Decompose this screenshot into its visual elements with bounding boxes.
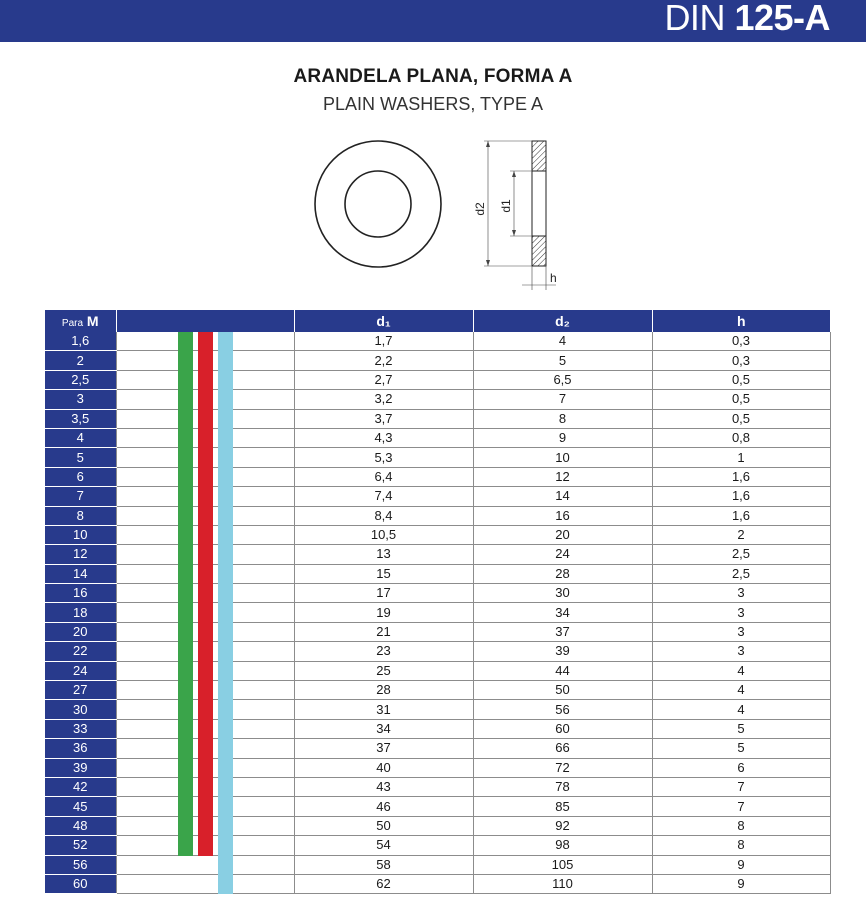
label-d1: d1 <box>499 199 513 213</box>
material-bar-red <box>198 662 213 681</box>
material-bar-blue <box>218 507 233 526</box>
material-bar-red <box>198 603 213 622</box>
cell-m: 14 <box>45 564 116 583</box>
cell-h: 4 <box>652 681 830 700</box>
table-row <box>45 351 830 370</box>
material-bar-blue <box>218 778 233 797</box>
cell-d2: 78 <box>473 777 652 796</box>
material-bar-red <box>198 642 213 661</box>
material-bar-green <box>178 739 193 758</box>
table-row <box>45 739 830 758</box>
material-bar-green <box>178 429 193 448</box>
cell-d2: 50 <box>473 681 652 700</box>
cell-d2: 16 <box>473 506 652 525</box>
material-bar-blue <box>218 836 233 855</box>
material-bar-green <box>178 700 193 719</box>
cell-d1: 25 <box>294 661 473 680</box>
table-row <box>45 836 830 855</box>
cell-d2: 28 <box>473 564 652 583</box>
material-bar-green <box>178 759 193 778</box>
cell-d1: 10,5 <box>294 525 473 544</box>
cell-d2: 7 <box>473 390 652 409</box>
cell-d2: 60 <box>473 719 652 738</box>
material-bar-green <box>178 468 193 487</box>
section-bottom <box>532 236 546 266</box>
material-bar-blue <box>218 759 233 778</box>
material-bar-blue <box>218 390 233 409</box>
table-row <box>45 409 830 428</box>
cell-d2: 72 <box>473 758 652 777</box>
cell-h: 3 <box>652 584 830 603</box>
material-bar-red <box>198 507 213 526</box>
cell-materials <box>116 681 294 700</box>
cell-m: 12 <box>45 545 116 564</box>
cell-d1: 15 <box>294 564 473 583</box>
table-row <box>45 584 830 603</box>
cell-h: 8 <box>652 816 830 835</box>
cell-h: 7 <box>652 777 830 796</box>
table-row <box>45 332 830 351</box>
material-bar-green <box>178 565 193 584</box>
cell-m: 1,6 <box>45 332 116 351</box>
cell-m: 3,5 <box>45 409 116 428</box>
cell-h: 2 <box>652 525 830 544</box>
cell-d2: 37 <box>473 622 652 641</box>
cell-m: 42 <box>45 777 116 796</box>
table-row <box>45 622 830 641</box>
material-bar-blue <box>218 351 233 370</box>
cell-materials <box>116 661 294 680</box>
material-bar-blue <box>218 797 233 816</box>
cell-materials <box>116 719 294 738</box>
label-d2: d2 <box>473 202 487 216</box>
cell-m: 18 <box>45 603 116 622</box>
material-bar-green <box>178 390 193 409</box>
cell-d1: 62 <box>294 874 473 893</box>
header-band <box>0 0 866 42</box>
material-bar-green <box>178 410 193 429</box>
cell-materials <box>116 370 294 389</box>
cell-d2: 44 <box>473 661 652 680</box>
material-bar-red <box>198 836 213 855</box>
cell-d2: 98 <box>473 836 652 855</box>
cell-d1: 7,4 <box>294 487 473 506</box>
header-d1: d₁ <box>294 310 473 332</box>
cell-m: 48 <box>45 816 116 835</box>
cell-d2: 85 <box>473 797 652 816</box>
cell-h: 4 <box>652 661 830 680</box>
material-bar-green <box>178 681 193 700</box>
cell-materials <box>116 525 294 544</box>
cell-h: 7 <box>652 797 830 816</box>
cell-d2: 20 <box>473 525 652 544</box>
material-bar-red <box>198 623 213 642</box>
cell-materials <box>116 874 294 893</box>
cell-materials <box>116 584 294 603</box>
material-bar-green <box>178 836 193 855</box>
material-bar-blue <box>218 468 233 487</box>
cell-d2: 12 <box>473 467 652 486</box>
material-bar-green <box>178 545 193 564</box>
table-row <box>45 506 830 525</box>
material-bar-green <box>178 526 193 545</box>
material-bar-blue <box>218 681 233 700</box>
cell-d1: 23 <box>294 642 473 661</box>
table-row <box>45 681 830 700</box>
header-m <box>45 310 116 332</box>
cell-m: 39 <box>45 758 116 777</box>
cell-materials <box>116 642 294 661</box>
material-bar-blue <box>218 817 233 836</box>
table-row <box>45 816 830 835</box>
cell-d1: 3,2 <box>294 390 473 409</box>
material-bar-red <box>198 487 213 506</box>
material-bar-blue <box>218 623 233 642</box>
material-bar-blue <box>218 720 233 739</box>
cell-d2: 5 <box>473 351 652 370</box>
cell-materials <box>116 448 294 467</box>
cell-m: 20 <box>45 622 116 641</box>
cell-d2: 39 <box>473 642 652 661</box>
cell-materials <box>116 487 294 506</box>
spec-table <box>45 310 831 894</box>
cell-materials <box>116 409 294 428</box>
cell-h: 0,3 <box>652 332 830 351</box>
cell-materials <box>116 700 294 719</box>
material-bar-green <box>178 351 193 370</box>
material-bar-blue <box>218 642 233 661</box>
cell-h: 0,3 <box>652 351 830 370</box>
material-bar-red <box>198 817 213 836</box>
cell-materials <box>116 564 294 583</box>
material-bar-red <box>198 797 213 816</box>
cell-d2: 66 <box>473 739 652 758</box>
cell-m: 10 <box>45 525 116 544</box>
material-bar-green <box>178 623 193 642</box>
cell-m: 7 <box>45 487 116 506</box>
cell-d1: 8,4 <box>294 506 473 525</box>
material-bar-green <box>178 797 193 816</box>
section-top <box>532 141 546 171</box>
table-row <box>45 545 830 564</box>
table-row <box>45 370 830 389</box>
standard-code <box>664 0 830 36</box>
cell-materials <box>116 506 294 525</box>
cell-materials <box>116 467 294 486</box>
material-bar-green <box>178 778 193 797</box>
cell-d1: 2,7 <box>294 370 473 389</box>
cell-d2: 9 <box>473 428 652 447</box>
material-bar-red <box>198 759 213 778</box>
cell-d1: 19 <box>294 603 473 622</box>
cell-d2: 92 <box>473 816 652 835</box>
material-bar-blue <box>218 603 233 622</box>
table-row <box>45 874 830 893</box>
table-row <box>45 719 830 738</box>
cell-d1: 1,7 <box>294 332 473 351</box>
material-bar-blue <box>218 584 233 603</box>
cell-h: 0,8 <box>652 428 830 447</box>
cell-h: 1 <box>652 448 830 467</box>
cell-m: 45 <box>45 797 116 816</box>
cell-m: 8 <box>45 506 116 525</box>
cell-h: 4 <box>652 700 830 719</box>
table-row <box>45 603 830 622</box>
material-bar-green <box>178 603 193 622</box>
cell-d1: 58 <box>294 855 473 874</box>
cell-d1: 46 <box>294 797 473 816</box>
cell-h: 2,5 <box>652 545 830 564</box>
material-bar-blue <box>218 526 233 545</box>
cell-d2: 105 <box>473 855 652 874</box>
table-row <box>45 758 830 777</box>
cell-d1: 4,3 <box>294 428 473 447</box>
cell-d1: 34 <box>294 719 473 738</box>
cell-d1: 50 <box>294 816 473 835</box>
header-d2: d₂ <box>473 310 652 332</box>
material-bar-blue <box>218 565 233 584</box>
cell-materials <box>116 836 294 855</box>
table-row <box>45 797 830 816</box>
cell-h: 3 <box>652 642 830 661</box>
cell-m: 56 <box>45 855 116 874</box>
table-body <box>45 332 830 894</box>
cell-d1: 31 <box>294 700 473 719</box>
cell-d1: 40 <box>294 758 473 777</box>
material-bar-blue <box>218 662 233 681</box>
cell-m: 2 <box>45 351 116 370</box>
material-bar-blue <box>218 545 233 564</box>
table-row <box>45 467 830 486</box>
table-row <box>45 448 830 467</box>
cell-d1: 3,7 <box>294 409 473 428</box>
material-bar-green <box>178 507 193 526</box>
cell-d1: 2,2 <box>294 351 473 370</box>
material-bar-green <box>178 448 193 467</box>
cell-materials <box>116 351 294 370</box>
cell-materials <box>116 545 294 564</box>
material-bar-red <box>198 526 213 545</box>
cell-m: 5 <box>45 448 116 467</box>
cell-h: 1,6 <box>652 487 830 506</box>
label-h: h <box>550 271 557 285</box>
cell-m: 4 <box>45 428 116 447</box>
cell-d1: 43 <box>294 777 473 796</box>
washer-drawing-icon <box>300 130 580 295</box>
cell-h: 8 <box>652 836 830 855</box>
cell-h: 3 <box>652 603 830 622</box>
material-bar-red <box>198 332 213 351</box>
cell-h: 9 <box>652 855 830 874</box>
material-bar-green <box>178 332 193 351</box>
cell-d2: 110 <box>473 874 652 893</box>
header-m-prefix: Para <box>61 318 84 329</box>
table-row <box>45 700 830 719</box>
cell-materials <box>116 622 294 641</box>
cell-h: 0,5 <box>652 370 830 389</box>
header-materials <box>116 310 294 332</box>
cell-d2: 8 <box>473 409 652 428</box>
cell-d2: 30 <box>473 584 652 603</box>
cell-d1: 5,3 <box>294 448 473 467</box>
cell-d2: 34 <box>473 603 652 622</box>
cell-m: 16 <box>45 584 116 603</box>
cell-h: 9 <box>652 874 830 893</box>
cell-m: 2,5 <box>45 370 116 389</box>
cell-d1: 54 <box>294 836 473 855</box>
washer-inner-circle <box>345 171 411 237</box>
cell-h: 0,5 <box>652 390 830 409</box>
cell-d1: 17 <box>294 584 473 603</box>
material-bar-blue <box>218 332 233 351</box>
title-spanish: ARANDELA PLANA, FORMA A <box>293 66 573 87</box>
table-header-row <box>45 310 830 332</box>
material-bar-blue <box>218 856 233 875</box>
cell-d1: 21 <box>294 622 473 641</box>
standard-number: 125-A <box>734 0 830 38</box>
header-h: h <box>652 310 830 332</box>
material-bar-blue <box>218 410 233 429</box>
material-bar-green <box>178 817 193 836</box>
material-bar-green <box>178 642 193 661</box>
material-bar-blue <box>218 429 233 448</box>
table-row <box>45 525 830 544</box>
cell-materials <box>116 332 294 351</box>
cell-m: 36 <box>45 739 116 758</box>
cell-d1: 13 <box>294 545 473 564</box>
cell-d1: 37 <box>294 739 473 758</box>
table-row <box>45 777 830 796</box>
material-bar-blue <box>218 448 233 467</box>
cell-materials <box>116 816 294 835</box>
cell-materials <box>116 777 294 796</box>
material-bar-green <box>178 720 193 739</box>
cell-m: 33 <box>45 719 116 738</box>
cell-h: 6 <box>652 758 830 777</box>
cell-d2: 56 <box>473 700 652 719</box>
table-row <box>45 487 830 506</box>
material-bar-red <box>198 371 213 390</box>
table-row <box>45 428 830 447</box>
table-row <box>45 390 830 409</box>
cell-materials <box>116 739 294 758</box>
washer-outer-circle <box>315 141 441 267</box>
standard-prefix: DIN <box>664 0 735 38</box>
material-bar-red <box>198 429 213 448</box>
material-bar-green <box>178 371 193 390</box>
cell-m: 60 <box>45 874 116 893</box>
material-bar-red <box>198 390 213 409</box>
material-bar-red <box>198 468 213 487</box>
material-bar-red <box>198 410 213 429</box>
material-bar-blue <box>218 700 233 719</box>
material-bar-red <box>198 565 213 584</box>
cell-materials <box>116 855 294 874</box>
table-row <box>45 642 830 661</box>
cell-materials <box>116 603 294 622</box>
cell-h: 5 <box>652 739 830 758</box>
material-bar-green <box>178 662 193 681</box>
cell-d2: 4 <box>473 332 652 351</box>
material-bar-blue <box>218 739 233 758</box>
cell-h: 1,6 <box>652 506 830 525</box>
cell-materials <box>116 428 294 447</box>
material-bar-green <box>178 487 193 506</box>
material-bar-red <box>198 448 213 467</box>
material-bar-blue <box>218 371 233 390</box>
cell-materials <box>116 758 294 777</box>
cell-h: 2,5 <box>652 564 830 583</box>
cell-h: 5 <box>652 719 830 738</box>
material-bar-blue <box>218 487 233 506</box>
table-row <box>45 564 830 583</box>
cell-d2: 6,5 <box>473 370 652 389</box>
cell-d2: 10 <box>473 448 652 467</box>
cell-m: 24 <box>45 661 116 680</box>
cell-materials <box>116 390 294 409</box>
material-bar-green <box>178 584 193 603</box>
cell-d2: 14 <box>473 487 652 506</box>
material-bar-blue <box>218 875 233 894</box>
cell-m: 52 <box>45 836 116 855</box>
table-row <box>45 855 830 874</box>
title-english: PLAIN WASHERS, TYPE A <box>322 94 544 114</box>
cell-m: 27 <box>45 681 116 700</box>
material-bar-red <box>198 351 213 370</box>
header-m-label: M <box>86 313 99 329</box>
cell-m: 6 <box>45 467 116 486</box>
cell-m: 30 <box>45 700 116 719</box>
cell-h: 3 <box>652 622 830 641</box>
material-bar-red <box>198 545 213 564</box>
material-bar-red <box>198 720 213 739</box>
cell-d1: 28 <box>294 681 473 700</box>
cell-d1: 6,4 <box>294 467 473 486</box>
material-bar-red <box>198 681 213 700</box>
cell-d2: 24 <box>473 545 652 564</box>
material-bar-red <box>198 778 213 797</box>
cell-materials <box>116 797 294 816</box>
cell-m: 22 <box>45 642 116 661</box>
material-bar-red <box>198 700 213 719</box>
cell-h: 1,6 <box>652 467 830 486</box>
material-bar-red <box>198 739 213 758</box>
material-bar-red <box>198 584 213 603</box>
table-row <box>45 661 830 680</box>
cell-h: 0,5 <box>652 409 830 428</box>
cell-m: 3 <box>45 390 116 409</box>
